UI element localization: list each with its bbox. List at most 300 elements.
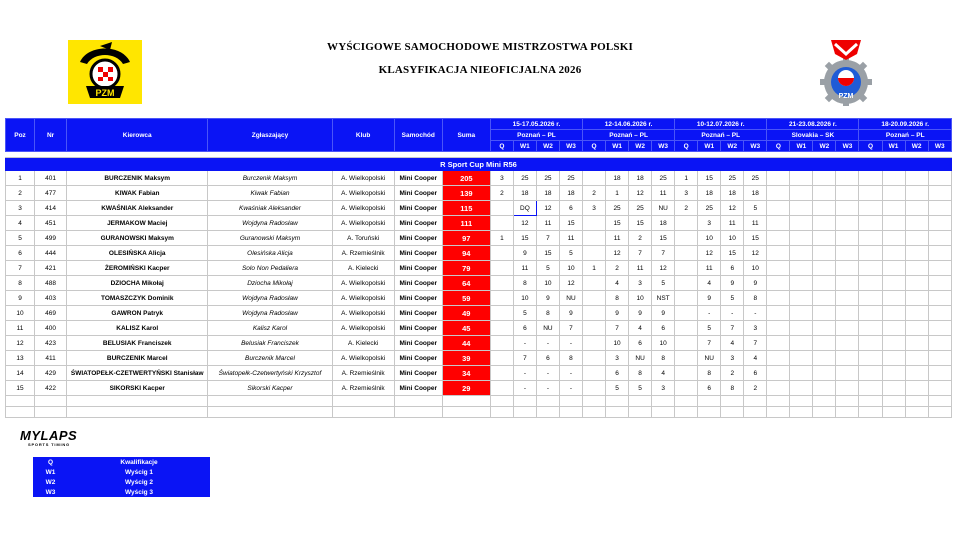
cell-result: 15 xyxy=(559,216,582,231)
cell-result xyxy=(767,366,790,381)
cell-driver: ŚWIATOPEŁK-CZETWERTYŃSKI Stanisław xyxy=(67,366,208,381)
cell-result: NU xyxy=(652,201,675,216)
empty-cell xyxy=(559,396,582,407)
cell-car: Mini Cooper xyxy=(394,291,442,306)
cell-result: 10 xyxy=(652,336,675,351)
cell-result xyxy=(882,291,905,306)
cell-result: 8 xyxy=(744,291,767,306)
sub-col-header: Q xyxy=(767,141,790,152)
cell-result xyxy=(836,381,859,396)
cell-result: 15 xyxy=(744,231,767,246)
col-header-entrant: Zgłaszający xyxy=(208,119,332,152)
cell-driver: KALISZ Karol xyxy=(67,321,208,336)
cell-poz: 5 xyxy=(6,231,35,246)
cell-result: 18 xyxy=(606,171,629,186)
sub-col-header: Q xyxy=(490,141,513,152)
cell-result xyxy=(767,171,790,186)
empty-cell xyxy=(442,396,490,407)
cell-result xyxy=(813,186,836,201)
cell-result xyxy=(790,201,813,216)
cell-result: 10 xyxy=(629,291,652,306)
cell-result xyxy=(905,231,928,246)
cell-result xyxy=(813,381,836,396)
cell-result xyxy=(859,366,882,381)
cell-result xyxy=(928,246,951,261)
cell-nr: 469 xyxy=(35,306,67,321)
cell-result xyxy=(767,261,790,276)
cell-car: Mini Cooper xyxy=(394,321,442,336)
cell-result: 3 xyxy=(675,186,698,201)
round-venue: Slovakia – SK xyxy=(767,130,859,141)
cell-driver: TOMASZCZYK Dominik xyxy=(67,291,208,306)
cell-result: 5 xyxy=(698,321,721,336)
cell-result: - xyxy=(744,306,767,321)
cell-result xyxy=(583,321,606,336)
table-row xyxy=(6,321,952,336)
empty-cell xyxy=(882,407,905,418)
cell-result: 15 xyxy=(606,216,629,231)
round-venue: Poznań – PL xyxy=(859,130,952,141)
sub-col-header: W1 xyxy=(606,141,629,152)
cell-car: Mini Cooper xyxy=(394,201,442,216)
cell-result: 4 xyxy=(606,276,629,291)
cell-result xyxy=(905,381,928,396)
cell-result xyxy=(490,291,513,306)
cell-result xyxy=(882,321,905,336)
cell-result xyxy=(675,261,698,276)
sub-col-header: W2 xyxy=(629,141,652,152)
cell-result xyxy=(583,306,606,321)
sub-col-header: W3 xyxy=(928,141,951,152)
cell-result: NU xyxy=(536,321,559,336)
table-row xyxy=(6,231,952,246)
round-date: 12-14.06.2026 r. xyxy=(583,119,675,130)
empty-cell xyxy=(652,407,675,418)
cell-result: 12 xyxy=(536,201,559,216)
table-row xyxy=(6,291,952,306)
cell-car: Mini Cooper xyxy=(394,276,442,291)
cell-result: 25 xyxy=(513,171,536,186)
cell-result xyxy=(882,276,905,291)
empty-cell xyxy=(721,407,744,418)
cell-result: 10 xyxy=(721,231,744,246)
cell-result: 9 xyxy=(513,246,536,261)
legend-row xyxy=(33,457,210,467)
cell-result: 11 xyxy=(629,261,652,276)
table-row xyxy=(6,366,952,381)
cell-result: 3 xyxy=(629,276,652,291)
empty-cell xyxy=(790,407,813,418)
cell-result: 12 xyxy=(629,186,652,201)
cell-poz: 15 xyxy=(6,381,35,396)
legend-value: Wyścig 3 xyxy=(68,487,210,497)
cell-sum: 34 xyxy=(442,366,490,381)
empty-cell xyxy=(882,396,905,407)
cell-nr: 421 xyxy=(35,261,67,276)
cell-result: 18 xyxy=(559,186,582,201)
cell-result xyxy=(928,321,951,336)
mylaps-brand: MYLAPS xyxy=(20,428,78,443)
cell-result: 10 xyxy=(559,261,582,276)
cell-result xyxy=(836,276,859,291)
cell-result xyxy=(882,381,905,396)
cell-result: 15 xyxy=(652,231,675,246)
cell-result: 7 xyxy=(744,336,767,351)
empty-cell xyxy=(394,396,442,407)
sub-col-header: Q xyxy=(859,141,882,152)
cell-entrant: Wojdyna Radosław xyxy=(208,306,332,321)
cell-result: 9 xyxy=(629,306,652,321)
cell-result: 3 xyxy=(490,171,513,186)
cell-result xyxy=(767,246,790,261)
empty-cell xyxy=(606,396,629,407)
cell-poz: 6 xyxy=(6,246,35,261)
cell-result: 25 xyxy=(698,201,721,216)
cell-result xyxy=(813,321,836,336)
cell-result xyxy=(583,336,606,351)
empty-cell xyxy=(652,396,675,407)
cell-result xyxy=(813,306,836,321)
cell-result xyxy=(675,246,698,261)
table-row xyxy=(6,216,952,231)
cell-club: A. Rzemieślnik xyxy=(332,381,394,396)
cell-result xyxy=(675,366,698,381)
cell-entrant: Burczenik Maksym xyxy=(208,171,332,186)
legend-row xyxy=(33,467,210,477)
cell-result xyxy=(583,351,606,366)
cell-result: 3 xyxy=(744,321,767,336)
cell-nr: 499 xyxy=(35,231,67,246)
empty-cell xyxy=(606,407,629,418)
cell-result: 5 xyxy=(559,246,582,261)
cell-result xyxy=(583,276,606,291)
cell-result: NU xyxy=(559,291,582,306)
cell-club: A. Kielecki xyxy=(332,261,394,276)
cell-result: 5 xyxy=(721,291,744,306)
empty-cell xyxy=(928,396,951,407)
cell-nr: 477 xyxy=(35,186,67,201)
cell-result: 8 xyxy=(698,366,721,381)
cell-result: 2 xyxy=(744,381,767,396)
cell-result: 9 xyxy=(536,291,559,306)
cell-result xyxy=(905,336,928,351)
cell-result: 2 xyxy=(490,186,513,201)
cell-result xyxy=(905,306,928,321)
cell-result: 11 xyxy=(652,186,675,201)
cell-result xyxy=(675,216,698,231)
cell-result xyxy=(790,186,813,201)
cell-result xyxy=(882,186,905,201)
empty-cell xyxy=(513,396,536,407)
empty-cell xyxy=(859,396,882,407)
empty-cell xyxy=(629,407,652,418)
cell-result xyxy=(836,306,859,321)
cell-sum: 97 xyxy=(442,231,490,246)
empty-cell xyxy=(905,407,928,418)
cell-result: 25 xyxy=(744,171,767,186)
cell-result xyxy=(928,351,951,366)
cell-result xyxy=(790,321,813,336)
cell-result xyxy=(790,351,813,366)
empty-cell xyxy=(67,407,208,418)
cell-club: A. Wielkopolski xyxy=(332,201,394,216)
cell-result: 25 xyxy=(559,171,582,186)
cell-club: A. Wielkopolski xyxy=(332,276,394,291)
cell-club: A. Wielkopolski xyxy=(332,186,394,201)
cell-result: 15 xyxy=(698,171,721,186)
cell-poz: 13 xyxy=(6,351,35,366)
cell-result xyxy=(583,246,606,261)
empty-cell xyxy=(675,407,698,418)
cell-result xyxy=(767,306,790,321)
cell-result xyxy=(583,381,606,396)
cell-result xyxy=(767,276,790,291)
cell-sum: 59 xyxy=(442,291,490,306)
cell-result xyxy=(767,351,790,366)
cell-nr: 400 xyxy=(35,321,67,336)
cell-nr: 451 xyxy=(35,216,67,231)
empty-cell xyxy=(490,407,513,418)
cell-result xyxy=(675,321,698,336)
cell-driver: DZIOCHA Mikołaj xyxy=(67,276,208,291)
cell-entrant: Wojdyna Radosław xyxy=(208,216,332,231)
empty-cell xyxy=(767,407,790,418)
cell-nr: 423 xyxy=(35,336,67,351)
results-table xyxy=(5,118,952,418)
cell-result xyxy=(790,291,813,306)
cell-result xyxy=(490,306,513,321)
cell-result xyxy=(905,366,928,381)
cell-result: 2 xyxy=(675,201,698,216)
cell-result xyxy=(928,366,951,381)
cell-result: 18 xyxy=(744,186,767,201)
table-row xyxy=(6,381,952,396)
cell-entrant: Światopełk-Czetwertyński Krzysztof xyxy=(208,366,332,381)
cell-result: 6 xyxy=(744,366,767,381)
cell-entrant: Solo Non Pedaliera xyxy=(208,261,332,276)
cell-result xyxy=(813,231,836,246)
sub-col-header: W3 xyxy=(836,141,859,152)
cell-poz: 11 xyxy=(6,321,35,336)
cell-result xyxy=(882,366,905,381)
cell-result: 12 xyxy=(513,216,536,231)
cell-result: 3 xyxy=(652,381,675,396)
cell-poz: 9 xyxy=(6,291,35,306)
cell-result xyxy=(767,291,790,306)
empty-cell xyxy=(698,407,721,418)
cell-club: A. Wielkopolski xyxy=(332,351,394,366)
cell-result xyxy=(859,201,882,216)
empty-cell xyxy=(490,396,513,407)
cell-result xyxy=(859,171,882,186)
cell-result: 5 xyxy=(652,276,675,291)
round-date: 10-12.07.2026 r. xyxy=(675,119,767,130)
cell-result xyxy=(675,351,698,366)
cell-nr: 422 xyxy=(35,381,67,396)
cell-result: 6 xyxy=(513,321,536,336)
cell-result: 8 xyxy=(606,291,629,306)
cell-result xyxy=(836,216,859,231)
cell-result: 7 xyxy=(721,321,744,336)
cell-result: 6 xyxy=(698,381,721,396)
cell-result xyxy=(767,381,790,396)
cell-result xyxy=(882,261,905,276)
cell-poz: 2 xyxy=(6,186,35,201)
cell-result xyxy=(813,351,836,366)
cell-result xyxy=(928,306,951,321)
cell-result xyxy=(790,171,813,186)
legend-value: Kwalifikacje xyxy=(68,457,210,467)
cell-result: 9 xyxy=(606,306,629,321)
cell-result xyxy=(928,201,951,216)
cell-result xyxy=(836,366,859,381)
cell-result xyxy=(813,336,836,351)
sub-col-header: W1 xyxy=(513,141,536,152)
cell-sum: 139 xyxy=(442,186,490,201)
cell-result: 9 xyxy=(652,306,675,321)
cell-result: 9 xyxy=(698,291,721,306)
cell-result xyxy=(490,366,513,381)
cell-result xyxy=(928,276,951,291)
cell-result xyxy=(836,351,859,366)
cell-result xyxy=(859,186,882,201)
empty-cell xyxy=(35,396,67,407)
cell-poz: 8 xyxy=(6,276,35,291)
cell-result xyxy=(490,246,513,261)
empty-cell xyxy=(208,407,332,418)
empty-cell xyxy=(6,396,35,407)
cell-result: 8 xyxy=(513,276,536,291)
cell-result: 25 xyxy=(606,201,629,216)
cell-car: Mini Cooper xyxy=(394,366,442,381)
cell-result xyxy=(836,336,859,351)
cell-result: 11 xyxy=(559,231,582,246)
cell-result xyxy=(882,351,905,366)
cell-result: 7 xyxy=(652,246,675,261)
cell-driver: BURCZENIK Maksym xyxy=(67,171,208,186)
cell-result xyxy=(859,246,882,261)
table-row xyxy=(6,351,952,366)
cell-club: A. Rzemieślnik xyxy=(332,366,394,381)
cell-result xyxy=(675,306,698,321)
cell-result: 4 xyxy=(652,366,675,381)
empty-cell xyxy=(583,396,606,407)
cell-result xyxy=(859,306,882,321)
cell-result: 3 xyxy=(698,216,721,231)
cell-entrant: Olesińska Alicja xyxy=(208,246,332,261)
cell-result: 25 xyxy=(721,171,744,186)
legend-key: W1 xyxy=(33,467,68,477)
table-row xyxy=(6,201,952,216)
cell-car: Mini Cooper xyxy=(394,246,442,261)
cell-result: - xyxy=(536,381,559,396)
cell-result: 1 xyxy=(675,171,698,186)
cell-result: 10 xyxy=(536,276,559,291)
cell-nr: 488 xyxy=(35,276,67,291)
cell-result: 6 xyxy=(559,201,582,216)
cell-result: 10 xyxy=(698,231,721,246)
cell-result xyxy=(859,291,882,306)
table-row xyxy=(6,171,952,186)
cell-club: A. Toruński xyxy=(332,231,394,246)
cell-nr: 403 xyxy=(35,291,67,306)
cell-result: NU xyxy=(698,351,721,366)
table-row xyxy=(6,186,952,201)
cell-result: 12 xyxy=(698,246,721,261)
empty-row xyxy=(6,396,952,407)
cell-entrant: Kwaśniak Aleksander xyxy=(208,201,332,216)
cell-result xyxy=(928,381,951,396)
cell-result: 25 xyxy=(652,171,675,186)
cell-result: 7 xyxy=(536,231,559,246)
empty-cell xyxy=(559,407,582,418)
cell-entrant: Kiwak Fabian xyxy=(208,186,332,201)
cell-club: A. Wielkopolski xyxy=(332,306,394,321)
cell-sum: 44 xyxy=(442,336,490,351)
sub-col-header: Q xyxy=(675,141,698,152)
cell-result xyxy=(675,291,698,306)
cell-result xyxy=(905,351,928,366)
cell-result: 18 xyxy=(536,186,559,201)
legend-row xyxy=(33,477,210,487)
cell-club: A. Wielkopolski xyxy=(332,171,394,186)
cell-result: 11 xyxy=(744,216,767,231)
cell-club: A. Wielkopolski xyxy=(332,216,394,231)
cell-result xyxy=(675,276,698,291)
cell-result: 18 xyxy=(721,186,744,201)
cell-result: 7 xyxy=(629,246,652,261)
cell-entrant: Sikorski Kacper xyxy=(208,381,332,396)
legend-value: Wyścig 2 xyxy=(68,477,210,487)
table-row xyxy=(6,336,952,351)
sub-col-header: W3 xyxy=(559,141,582,152)
col-header-car: Samochód xyxy=(394,119,442,152)
legend-key: Q xyxy=(33,457,68,467)
cell-result: 6 xyxy=(721,261,744,276)
cell-result: 18 xyxy=(629,171,652,186)
cell-result xyxy=(836,246,859,261)
table-row xyxy=(6,246,952,261)
cell-result: 5 xyxy=(513,306,536,321)
round-venue: Poznań – PL xyxy=(490,130,582,141)
cell-result: 11 xyxy=(721,216,744,231)
cell-poz: 12 xyxy=(6,336,35,351)
cell-result xyxy=(905,276,928,291)
cell-result: 5 xyxy=(629,381,652,396)
cell-result: 15 xyxy=(721,246,744,261)
cell-driver: ŻEROMIŃSKI Kacper xyxy=(67,261,208,276)
cell-result: 12 xyxy=(559,276,582,291)
cell-result xyxy=(790,366,813,381)
cell-result xyxy=(790,261,813,276)
cell-entrant: Dziocha Mikołaj xyxy=(208,276,332,291)
cell-result xyxy=(928,186,951,201)
cell-result: - xyxy=(559,381,582,396)
cell-nr: 414 xyxy=(35,201,67,216)
cell-result: 10 xyxy=(744,261,767,276)
empty-cell xyxy=(721,396,744,407)
cell-result: DQ xyxy=(513,201,536,216)
cell-result xyxy=(836,291,859,306)
cell-result: 8 xyxy=(559,351,582,366)
cell-result xyxy=(882,201,905,216)
sub-col-header: Q xyxy=(583,141,606,152)
empty-cell xyxy=(536,407,559,418)
cell-result xyxy=(882,231,905,246)
round-venue: Poznań – PL xyxy=(583,130,675,141)
cell-sum: 205 xyxy=(442,171,490,186)
cell-result xyxy=(767,186,790,201)
